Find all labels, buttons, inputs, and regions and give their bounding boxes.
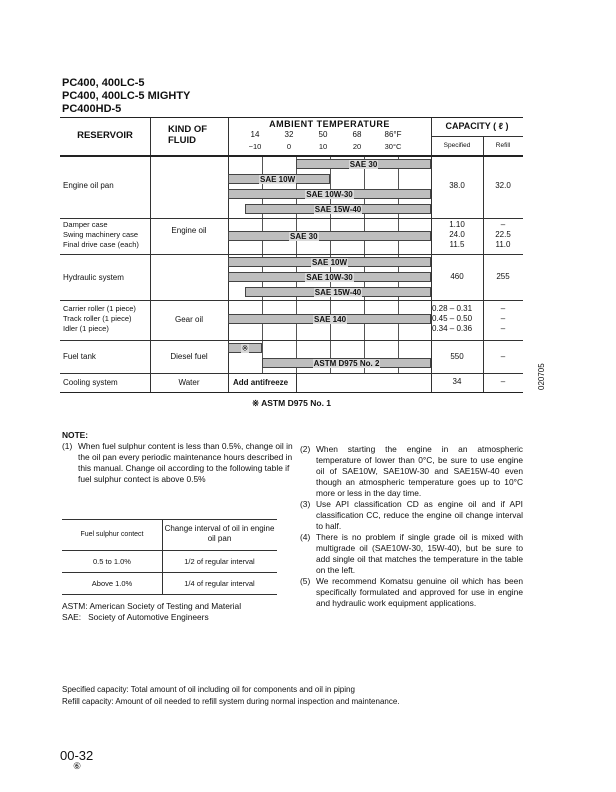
note-2: (2) When starting the engine in an atmospheric temperature of lower than 0°C, be sure to use engine oil of SAE10W, SAE10W-30 and SAE15W-40 even though an atmospheric temperature goes up to 10°C more or less in the day time. <box>300 444 523 498</box>
col-kind-of-fluid: KIND OF FLUID <box>168 124 208 146</box>
bar-fuel-astm-no2: ASTM D975 No. 2 <box>262 358 431 368</box>
reservoir-cooling-system: Cooling system <box>63 378 118 387</box>
bar-fuel-astm-no1: ※ <box>228 343 262 353</box>
kind-water: Water <box>178 378 200 387</box>
temp-f-50: 50 <box>318 130 328 139</box>
refill-engine-oil-pan: 32.0 <box>495 181 511 190</box>
specified-cooling: 34 <box>452 377 462 386</box>
note-4: (4) There is no problem if single grade oil is mixed with multigrade oil (SAE10W-30, 15W-40), but be sure to add single oil that matches the temperature in the table on the left. <box>300 532 523 575</box>
specified-hydraulic: 460 <box>450 272 464 281</box>
notes-title: NOTE: <box>62 430 89 440</box>
add-antifreeze: Add antifreeze <box>233 378 289 387</box>
refill-cooling: – <box>500 377 506 386</box>
page-number: 00-32 <box>60 748 94 763</box>
col-refill: Refill <box>495 142 511 149</box>
col-capacity: CAPACITY ( ℓ ) <box>445 121 509 131</box>
temp-f-86: 86°F <box>384 130 402 139</box>
model-title <box>62 77 190 116</box>
temp-f-68: 68 <box>352 130 362 139</box>
model-line-3: PC400HD-5 <box>62 103 122 115</box>
sulphur-col-interval: Change interval of oil in engine oil pan <box>164 524 275 543</box>
revision-mark: ⑥ <box>73 761 82 771</box>
reservoir-hydraulic-system: Hydraulic system <box>63 273 124 282</box>
sulphur-col-content: Fuel sulphur contect <box>80 531 144 538</box>
reservoir-fuel-tank: Fuel tank <box>63 352 96 361</box>
bar-engine-sae30: SAE 30 <box>296 159 431 169</box>
specified-damper-swing-final: 1.10 24.0 11.5 <box>449 220 465 249</box>
bar-damper-sae30: SAE 30 <box>228 231 431 241</box>
temp-f-32: 32 <box>284 130 294 139</box>
temp-c-0: 0 <box>286 142 292 151</box>
refill-damper-swing-final: – 22.5 11.0 <box>495 220 511 249</box>
astm-definition: ASTM: American Society of Testing and Material <box>62 601 242 611</box>
sulphur-row1-interval: 1/2 of regular interval <box>184 557 255 566</box>
col-specified: Specified <box>443 142 471 149</box>
note-5: (5) We recommend Komatsu genuine oil which has been specifically formulated and approved for use in engine and hydraulic work equipment applications. <box>300 576 523 608</box>
specified-capacity-definition: Specified capacity: Total amount of oil including oil for components and oil in piping <box>62 685 355 694</box>
col-reservoir: RESERVOIR <box>77 130 133 141</box>
kind-diesel-fuel: Diesel fuel <box>170 352 208 361</box>
refill-capacity-definition: Refill capacity: Amount of oil needed to refill system during normal inspection and maintenance. <box>62 697 400 706</box>
temp-c-10: 10 <box>318 142 328 151</box>
sulphur-row2-content: Above 1.0% <box>91 579 133 588</box>
bar-hydraulic-sae10w: SAE 10W <box>228 257 431 267</box>
specified-engine-oil-pan: 38.0 <box>449 181 465 190</box>
temp-f-14: 14 <box>250 130 260 139</box>
table-footnote: ※ ASTM D975 No. 1 <box>251 398 332 408</box>
col-ambient-temperature: AMBIENT TEMPERATURE <box>269 119 390 129</box>
reservoir-rollers-idler: Carrier roller (1 piece) Track roller (1 piece) Idler (1 piece) <box>63 304 136 333</box>
temp-c-m10: −10 <box>248 142 262 151</box>
note-3: (3) Use API classification CD as engine oil and if API classification CC, reduce the engine oil change interval to half. <box>300 499 523 531</box>
model-line-1: PC400, 400LC-5 <box>62 77 145 89</box>
sae-definition: SAE: Society of Automotive Engineers <box>62 612 209 622</box>
temp-c-30: 30°C <box>384 142 402 151</box>
refill-fuel-tank: – <box>500 352 506 361</box>
bar-engine-sae15w40: SAE 15W-40 <box>245 204 431 214</box>
notes-right <box>300 444 523 609</box>
bar-engine-sae10w: SAE 10W <box>228 174 330 184</box>
refill-hydraulic: 255 <box>496 272 510 281</box>
bar-hydraulic-sae15w40: SAE 15W-40 <box>245 287 431 297</box>
reservoir-engine-oil-pan: Engine oil pan <box>63 181 114 190</box>
bar-engine-sae10w30: SAE 10W-30 <box>228 189 431 199</box>
notes-left <box>62 430 294 485</box>
abbreviations <box>62 601 241 623</box>
specified-fuel-tank: 550 <box>450 352 464 361</box>
sulphur-row2-interval: 1/4 of regular interval <box>184 579 255 588</box>
lubricant-table <box>60 117 523 393</box>
sulphur-table <box>62 519 277 595</box>
refill-rollers: – – – <box>500 304 506 333</box>
capacity-definitions <box>62 684 400 708</box>
sulphur-row1-content: 0.5 to 1.0% <box>93 557 131 566</box>
kind-engine-oil: Engine oil <box>171 226 207 235</box>
specified-rollers: 0.28 – 0.31 0.45 – 0.50 0.34 – 0.36 <box>432 304 473 333</box>
model-line-2: PC400, 400LC-5 MIGHTY <box>62 90 191 102</box>
reservoir-damper-swing-final: Damper case Swing machinery case Final drive case (each) <box>63 220 139 249</box>
kind-gear-oil: Gear oil <box>174 315 203 324</box>
temp-c-20: 20 <box>352 142 362 151</box>
note-1: (1) When fuel sulphur content is less than 0.5%, change oil in the oil pan every periodic maintenance hours described in this manual. Change oil according to the following table if fuel sulphur contect is above 0.5% <box>62 441 293 484</box>
side-code: 020705 <box>537 363 546 390</box>
bar-rollers-sae140: SAE 140 <box>228 314 431 324</box>
bar-hydraulic-sae10w30: SAE 10W-30 <box>228 272 431 282</box>
